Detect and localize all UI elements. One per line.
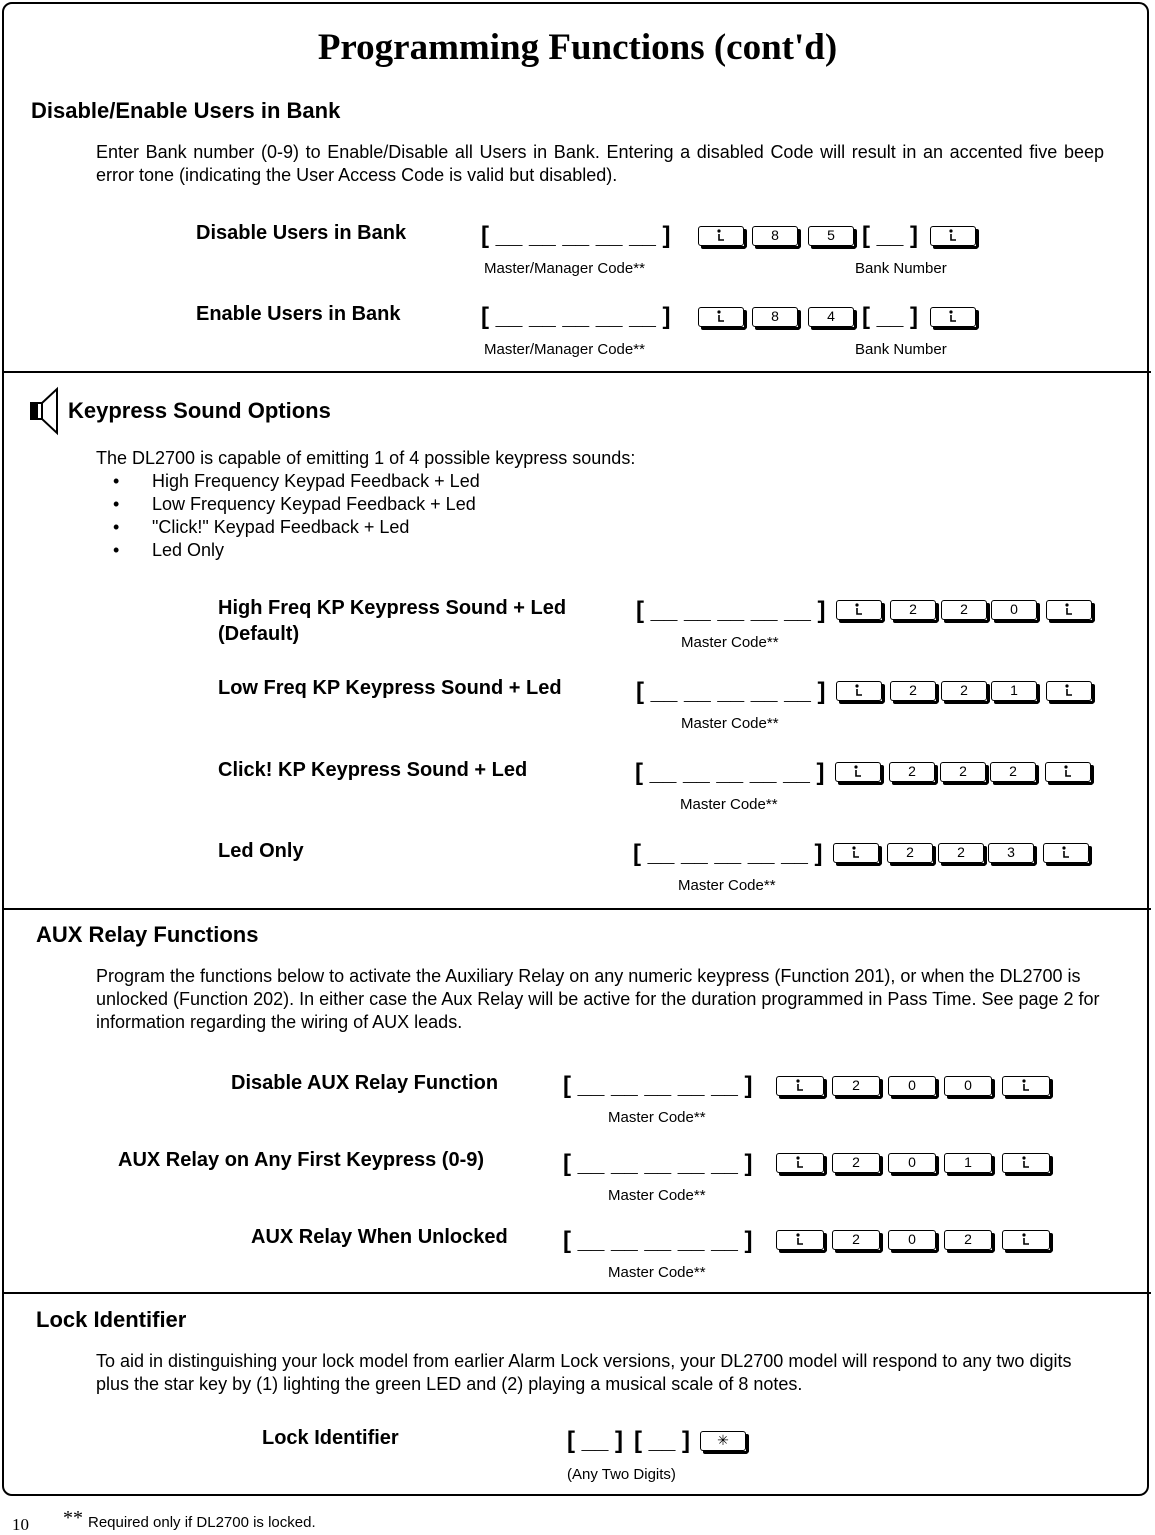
key-digit: 0 [888, 1153, 936, 1173]
code-blank: [ __ __ __ __ __ ] [633, 840, 823, 867]
key-icon [930, 307, 976, 327]
key-glyph-icon [1021, 1078, 1031, 1092]
section-heading-bank: Disable/Enable Users in Bank [31, 98, 341, 123]
key-digit: 2 [832, 1230, 880, 1250]
row-label-aux-unlocked: AUX Relay When Unlocked [251, 1226, 508, 1248]
star-key: ✳ [700, 1431, 746, 1451]
master-manager-label: Master/Manager Code** [484, 341, 645, 358]
key-glyph-icon [795, 1232, 805, 1246]
key-digit: 2 [832, 1153, 880, 1173]
key-icon [1002, 1076, 1050, 1096]
key-digit: 1 [944, 1153, 992, 1173]
key-glyph-icon [851, 845, 861, 859]
key-icon [776, 1153, 824, 1173]
key-digit: 3 [988, 843, 1034, 863]
key-digit: 1 [991, 681, 1037, 701]
key-digit: 0 [888, 1076, 936, 1096]
section-divider [2, 1292, 1151, 1294]
code-blank: [ __ __ __ __ __ ] [563, 1227, 753, 1254]
row-label-click: Click! KP Keypress Sound + Led [218, 759, 528, 781]
code-blank: [ __ __ __ __ __ ] [481, 303, 671, 330]
key-icon [698, 307, 744, 327]
list-item: • High Frequency Keypad Feedback + Led [96, 470, 480, 493]
section-heading-aux: AUX Relay Functions [36, 922, 259, 947]
key-digit: 2 [941, 600, 987, 620]
key-glyph-icon [854, 683, 864, 697]
key-icon [835, 762, 881, 782]
key-glyph-icon [854, 602, 864, 616]
section-text-bank: Enter Bank number (0-9) to Enable/Disable all Users in Bank. Entering a disabled Code will result in an accented five beep error tone (indicating the User Access Code is valid but disabled). [96, 142, 1104, 185]
key-digit: 8 [752, 226, 798, 246]
key-glyph-icon [1021, 1155, 1031, 1169]
code-blank: [ __ __ __ __ __ ] [635, 759, 825, 786]
key-icon [776, 1076, 824, 1096]
key-icon [1046, 600, 1092, 620]
master-code-label: Master Code** [608, 1109, 706, 1126]
key-digit: 0 [991, 600, 1037, 620]
row-label-led-only: Led Only [218, 840, 304, 862]
key-icon [1002, 1153, 1050, 1173]
key-glyph-icon [853, 764, 863, 778]
section-text-aux: Program the functions below to activate the Auxiliary Relay on any numeric keypress (Function 201), or when the DL2700 is unlocked (Function 202). In either case the Aux Relay will be active for the duration programmed in Pass Time. See page 2 for information regarding the wiring of AUX leads. [96, 966, 1100, 1032]
key-icon [1045, 762, 1091, 782]
row-label-lock-identifier: Lock Identifier [262, 1427, 399, 1449]
key-digit: 2 [890, 600, 936, 620]
key-digit: 2 [944, 1230, 992, 1250]
code-blank: [ __ __ __ __ __ ] [563, 1072, 753, 1099]
section-heading-lock-id: Lock Identifier [36, 1307, 187, 1332]
key-digit: 2 [938, 843, 984, 863]
section-divider [2, 371, 1151, 373]
key-icon [1002, 1230, 1050, 1250]
row-label-disable-users: Disable Users in Bank [196, 222, 407, 244]
row-label-disable-aux: Disable AUX Relay Function [231, 1072, 499, 1094]
sound-options-list [96, 470, 480, 562]
key-digit: 4 [808, 307, 854, 327]
key-glyph-icon [716, 228, 726, 242]
master-code-label: Master Code** [678, 877, 776, 894]
list-item: • "Click!" Keypad Feedback + Led [96, 516, 480, 539]
key-glyph-icon [795, 1155, 805, 1169]
code-blank: [ __ __ __ __ __ ] [563, 1150, 753, 1177]
code-blank: [ __ __ __ __ __ ] [636, 678, 826, 705]
section-intro-sound: The DL2700 is capable of emitting 1 of 4 possible keypress sounds: [96, 448, 636, 468]
key-glyph-icon [716, 309, 726, 323]
footnote-marker: ** [63, 1507, 83, 1529]
bank-number-label: Bank Number [855, 260, 947, 277]
code-blank: [ __ __ __ __ __ ] [636, 597, 826, 624]
key-icon [930, 226, 976, 246]
row-label-aux-first-keypress: AUX Relay on Any First Keypress (0-9) [118, 1149, 485, 1171]
master-code-label: Master Code** [681, 634, 779, 651]
key-digit: 2 [940, 762, 986, 782]
bank-number-label: Bank Number [855, 341, 947, 358]
page-title: Programming Functions (cont'd) [317, 27, 838, 68]
section-divider [2, 908, 1151, 910]
key-digit: 2 [990, 762, 1036, 782]
list-item: • Led Only [96, 539, 480, 562]
master-code-label: Master Code** [680, 796, 778, 813]
key-glyph-icon [948, 228, 958, 242]
key-glyph-icon [1021, 1232, 1031, 1246]
bank-blank: [ __ ] [862, 303, 919, 330]
key-glyph-icon [1061, 845, 1071, 859]
key-digit: 2 [832, 1076, 880, 1096]
master-manager-label: Master/Manager Code** [484, 260, 645, 277]
key-digit: 2 [890, 681, 936, 701]
footnote: Required only if DL2700 is locked. [88, 1514, 316, 1531]
key-digit: 0 [888, 1230, 936, 1250]
row-label-high-freq: High Freq KP Keypress Sound + Led [218, 597, 567, 619]
master-code-label: Master Code** [608, 1187, 706, 1204]
key-glyph-icon [1064, 602, 1074, 616]
key-icon [776, 1230, 824, 1250]
key-glyph-icon [1064, 683, 1074, 697]
master-code-label: Master Code** [608, 1264, 706, 1281]
key-glyph-icon [1063, 764, 1073, 778]
key-icon [836, 681, 882, 701]
master-code-label: Master Code** [681, 715, 779, 732]
digit-blank: [ __ ] [634, 1427, 691, 1454]
key-glyph-icon [948, 309, 958, 323]
key-digit: 5 [808, 226, 854, 246]
key-icon [1046, 681, 1092, 701]
page-number: 10 [12, 1515, 29, 1534]
section-heading-sound: Keypress Sound Options [68, 398, 331, 423]
bank-blank: [ __ ] [862, 222, 919, 249]
key-icon [698, 226, 744, 246]
key-icon [836, 600, 882, 620]
row-label-default: (Default) [218, 623, 300, 645]
key-digit: 2 [941, 681, 987, 701]
key-icon [833, 843, 879, 863]
key-icon [1043, 843, 1089, 863]
row-label-enable-users: Enable Users in Bank [196, 303, 401, 325]
key-digit: 2 [887, 843, 933, 863]
key-digit: 0 [944, 1076, 992, 1096]
list-item: • Low Frequency Keypad Feedback + Led [96, 493, 480, 516]
key-glyph-icon [795, 1078, 805, 1092]
key-digit: 8 [752, 307, 798, 327]
code-blank: [ __ __ __ __ __ ] [481, 222, 671, 249]
digit-blank: [ __ ] [567, 1427, 624, 1454]
row-label-low-freq: Low Freq KP Keypress Sound + Led [218, 677, 562, 699]
key-digit: 2 [889, 762, 935, 782]
any-two-digits-label: (Any Two Digits) [567, 1466, 676, 1483]
speaker-icon [30, 386, 60, 436]
section-text-lock-id: To aid in distinguishing your lock model from earlier Alarm Lock versions, your DL2700 model will respond to any two digits plus the star key by (1) lighting the green LED and (2) playing a musical scale of 8 notes. [96, 1351, 1072, 1394]
